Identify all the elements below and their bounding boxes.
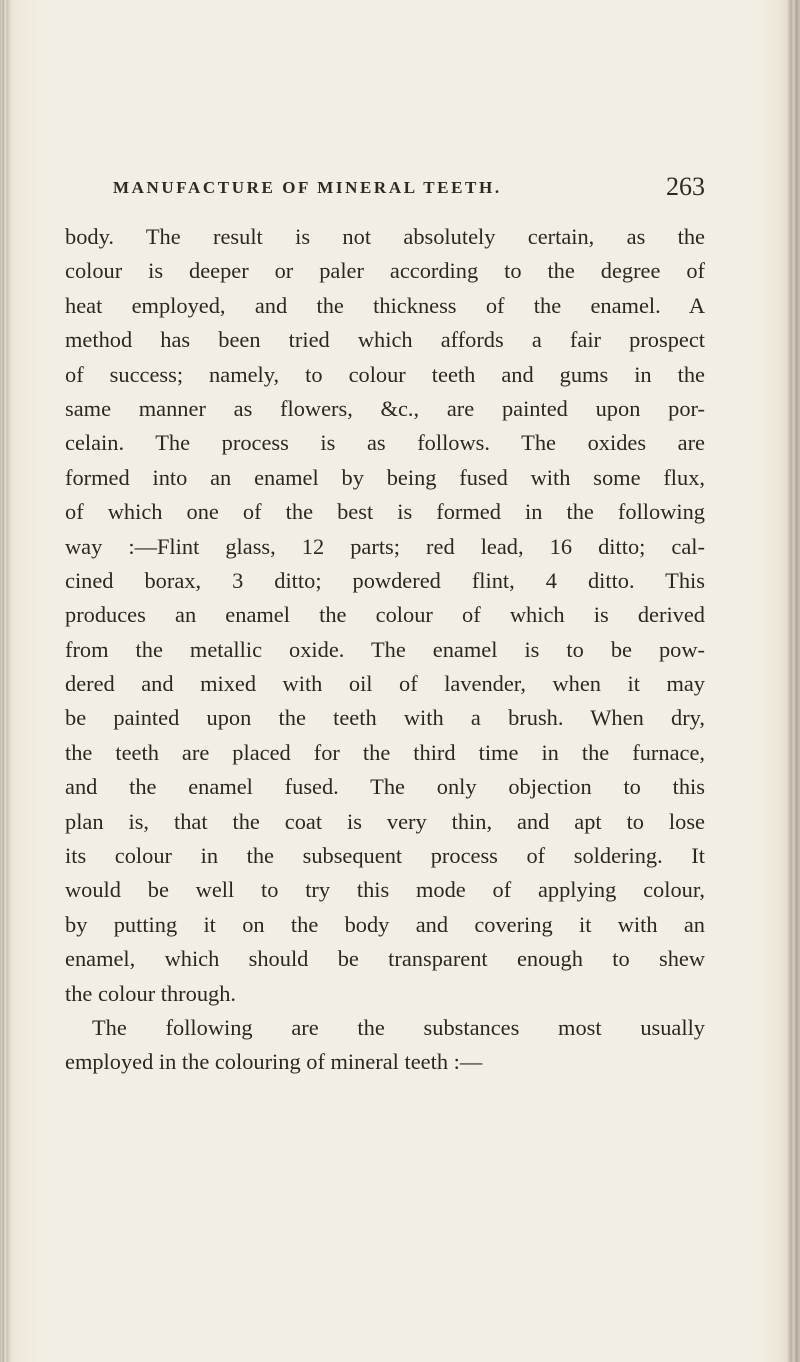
text-line: dered and mixed with oil of lavender, when it may xyxy=(65,671,705,697)
text-line: by putting it on the body and covering it with an xyxy=(65,911,705,937)
text-line: heat employed, and the thickness of the enamel. A xyxy=(65,292,705,318)
text-line: cined borax, 3 ditto; powdered flint, 4 ditto. This xyxy=(65,567,705,593)
text-line: of success; namely, to colour teeth and gums in the xyxy=(65,361,705,387)
text-line: from the metallic oxide. The enamel is to be pow- xyxy=(65,636,705,662)
text-line: the teeth are placed for the third time in the furnace, xyxy=(65,739,705,765)
text-line: body. The result is not absolutely certain, as the xyxy=(65,224,705,249)
page-edge-left xyxy=(0,0,12,1362)
text-line: plan is, that the coat is very thin, and apt to lose xyxy=(65,808,705,834)
page-header xyxy=(113,172,705,208)
text-line: method has been tried which affords a fair prospect xyxy=(65,327,705,353)
text-line: celain. The process is as follows. The oxides are xyxy=(65,430,705,456)
running-head: MANUFACTURE OF MINERAL TEETH. xyxy=(113,178,502,197)
text-line: its colour in the subsequent process of soldering. It xyxy=(65,843,705,869)
text-line: colour is deeper or paler according to the degree of xyxy=(65,258,705,284)
text-line: produces an enamel the colour of which is derived xyxy=(65,602,705,628)
paragraph-end-line: the colour through. xyxy=(65,980,237,1006)
text-line: enamel, which should be transparent enough to shew xyxy=(65,946,705,972)
text-line: be painted upon the teeth with a brush. When dry, xyxy=(65,705,705,731)
text-line: would be well to try this mode of applying colour, xyxy=(65,877,705,903)
body-text xyxy=(65,220,705,1080)
page-edge-right xyxy=(786,0,800,1362)
paragraph-start-line: The following are the substances most usually xyxy=(92,1014,705,1040)
text-line: same manner as flowers, &c., are painted upon por- xyxy=(65,395,705,421)
text-line: way :—Flint glass, 12 parts; red lead, 16 ditto; cal- xyxy=(65,533,705,559)
text-line: of which one of the best is formed in the following xyxy=(65,499,705,525)
text-line: formed into an enamel by being fused with some flux, xyxy=(65,464,705,490)
text-line: and the enamel fused. The only objection to this xyxy=(65,774,705,800)
page-number: 263 xyxy=(666,172,705,201)
paragraph-end-line: employed in the colouring of mineral teeth :— xyxy=(65,1049,483,1075)
